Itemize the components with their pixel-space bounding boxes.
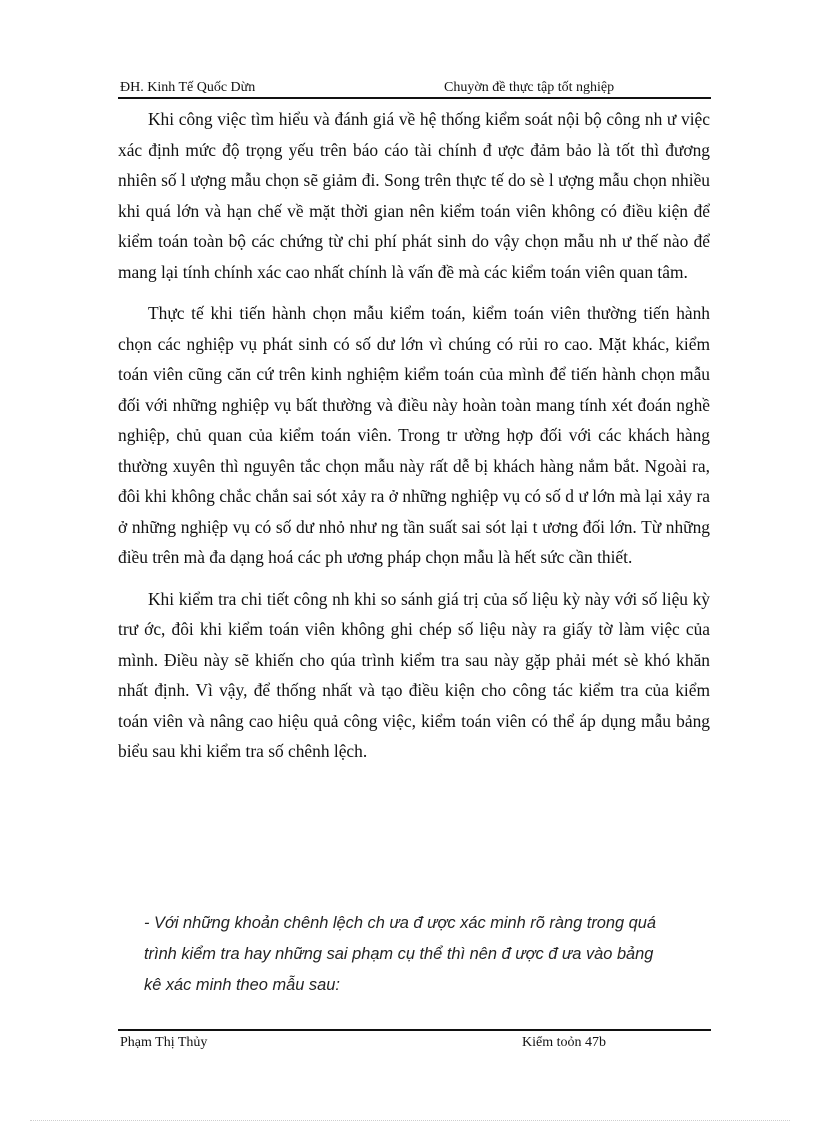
paragraph-2: Thực tế khi tiến hành chọn mẫu kiểm toán, kiểm toán viên thường tiến hành chọn các nghiệp vụ phát sinh có số dư lớn vì chúng có rủi ro cao. Mặt khác, kiểm toán viên cũng căn cứ trên kinh nghiệm kiểm toán của mình để tiến hành chọn mẫu đối với những nghiệp vụ bất thường và điều này hoàn toàn mang tính xét đoán nghề nghiệp, chủ quan của kiểm toán viên. Trong tr ường hợp đối với các khách hàng thường xuyên thì nguyên tắc chọn mẫu này rất dễ bị khách hàng nắm bắt. Ngoài ra, đôi khi không chắc chắn sai sót xảy ra ở những nghiệp vụ có số d ư lớn mà lại xảy ra ở những nghiệp vụ có số dư nhỏ như ng tần suất sai sót lại t ương đối lớn. Từ những điều trên mà đa dạng hoá các ph ương pháp chọn mẫu là hết sức cần thiết. xyxy=(118,303,710,567)
header-title: Chuyờn đề thực tập tốt nghiệp xyxy=(444,80,615,95)
paragraph-3: Khi kiểm tra chi tiết công nh khi so sánh giá trị của số liệu kỳ này với số liệu kỳ trư ớc, đôi khi kiểm toán viên không ghi chép số liệu này ra giấy tờ làm việc của mình. Điều này sẽ khiến cho qúa trình kiểm tra sau này gặp phải mét sè khó khăn nhất định. Vì vậy, để thống nhất và tạo điều kiện cho công tác kiểm tra của kiểm toán viên và nâng cao hiệu quả công việc, kiểm toán viên có thể áp dụng mẫu bảng biểu sau khi kiểm tra số chênh lệch. xyxy=(118,588,710,761)
footer-divider xyxy=(118,1029,711,1031)
italic-note xyxy=(144,908,704,1001)
italic-note-line-1: - Với những khoản chênh lệch ch ưa đ ược xác minh rõ ràng trong quá xyxy=(144,914,657,932)
page-footer xyxy=(118,1035,710,1053)
header-university: ĐH. Kinh Tế Quốc Dừn xyxy=(120,80,256,95)
page-header xyxy=(118,80,710,97)
page-bottom-dotted-line xyxy=(30,1120,790,1121)
footer-class: Kiểm toỏn 47b xyxy=(522,1035,606,1050)
header-divider xyxy=(118,97,711,99)
italic-note-line-3: kê xác minh theo mẫu sau: xyxy=(144,976,340,994)
italic-note-line-2: trình kiểm tra hay những sai phạm cụ thể thì nên đ ược đ ưa vào bảng xyxy=(144,945,654,963)
document-body xyxy=(118,104,710,767)
paragraph-1: Khi công việc tìm hiểu và đánh giá về hệ thống kiểm soát nội bộ công nh ư việc xác định mức độ trọng yếu trên báo cáo tài chính đ ược đảm bảo là tốt thì đương nhiên số l ượng mẫu chọn sẽ giảm đi. Song trên thực tế do sè l ượng mẫu chọn nhiều khi quá lớn và hạn chế về mặt thời gian nên kiểm toán viên không có điều kiện để kiểm toán toàn bộ các chứng từ chi phí phát sinh do vậy chọn mẫu nh ư thế nào để mang lại tính chính xác cao nhất chính là vấn đề mà các kiểm toán viên quan tâm. xyxy=(118,109,710,282)
footer-author: Phạm Thị Thủy xyxy=(120,1035,208,1050)
